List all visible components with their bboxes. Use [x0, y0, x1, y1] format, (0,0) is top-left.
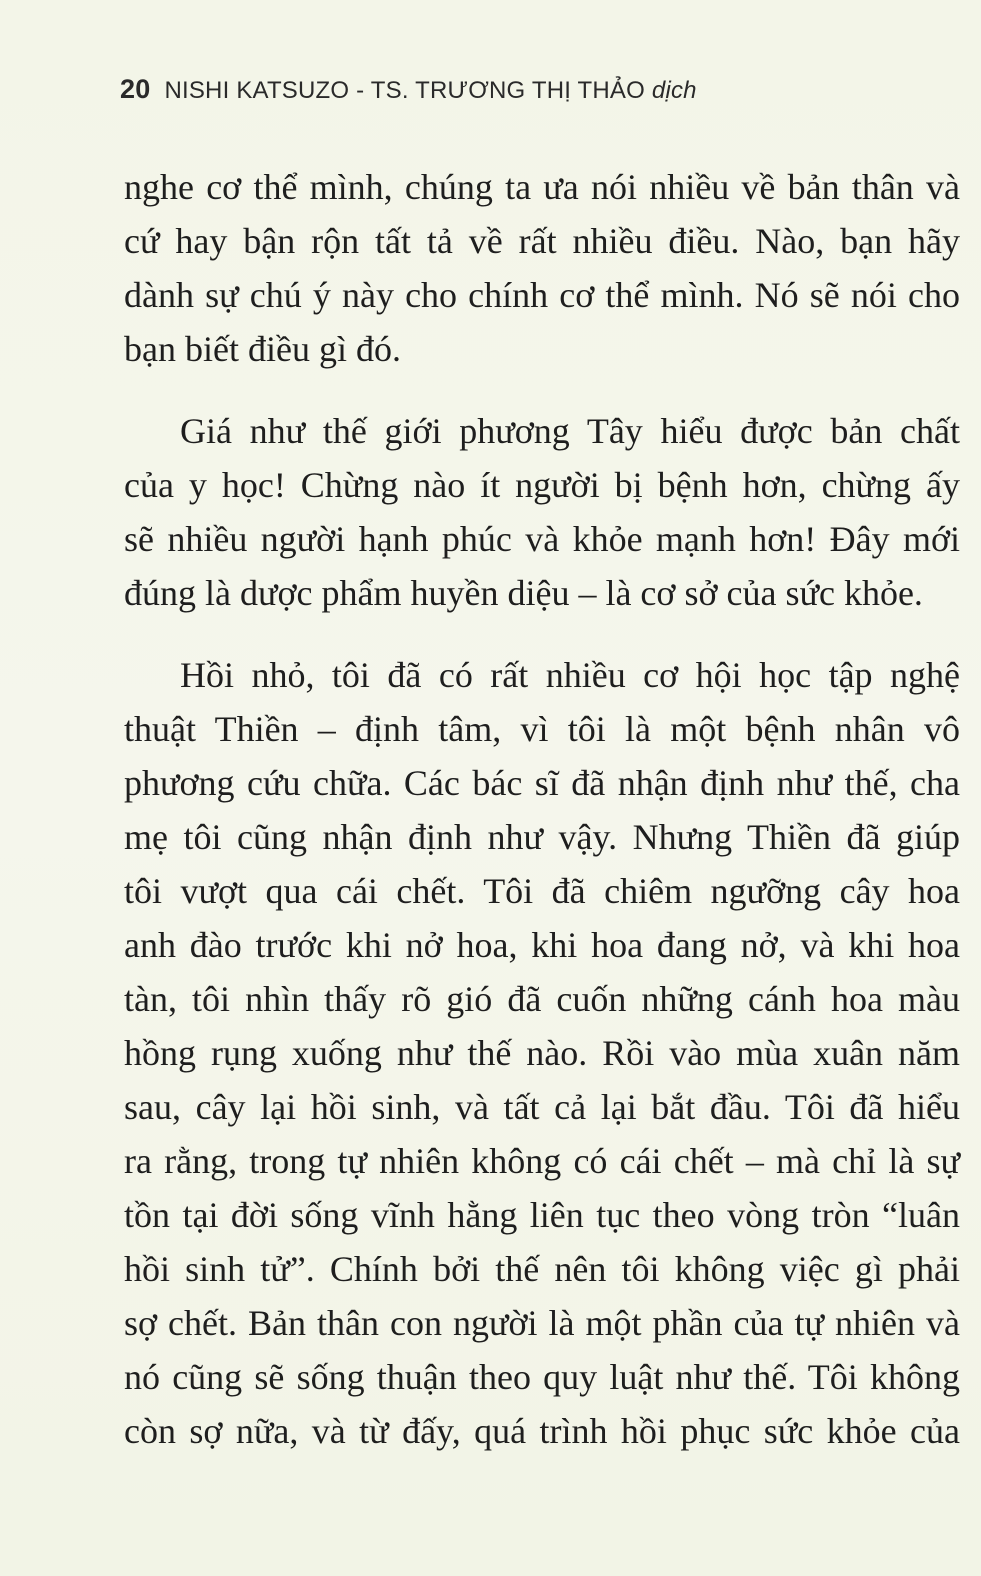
- text-line: tàn, tôi nhìn thấy rõ gió đã cuốn những cánh hoa màu: [124, 979, 960, 1019]
- header-translator-role: dịch: [651, 77, 697, 104]
- body-text: [124, 160, 960, 1458]
- text-line: anh đào trước khi nở hoa, khi hoa đang nở, và khi hoa: [124, 925, 960, 965]
- text-line: của y học! Chừng nào ít người bị bệnh hơn, chừng ấy: [124, 465, 960, 505]
- paragraph-2: [124, 404, 960, 620]
- text-line: còn sợ nữa, và từ đấy, quá trình hồi phục sức khỏe của: [124, 1411, 960, 1451]
- text-line: hồng rụng xuống như thế nào. Rồi vào mùa xuân năm: [124, 1033, 960, 1073]
- text-line: sợ chết. Bản thân con người là một phần của tự nhiên và: [124, 1303, 960, 1343]
- text-line: dành sự chú ý này cho chính cơ thể mình. Nó sẽ nói cho: [124, 275, 960, 315]
- text-line: Giá như thế giới phương Tây hiểu được bản chất: [180, 411, 960, 451]
- text-line: tôi vượt qua cái chết. Tôi đã chiêm ngưỡng cây hoa: [124, 871, 960, 911]
- text-line: Hồi nhỏ, tôi đã có rất nhiều cơ hội học tập nghệ: [180, 655, 960, 695]
- paragraph-3: [124, 648, 960, 1458]
- text-line: nghe cơ thể mình, chúng ta ưa nói nhiều về bản thân và: [124, 167, 960, 207]
- text-line: nó cũng sẽ sống thuận theo quy luật như thế. Tôi không: [124, 1357, 960, 1397]
- text-line: sau, cây lại hồi sinh, và tất cả lại bắt đầu. Tôi đã hiểu: [124, 1087, 960, 1127]
- text-line: phương cứu chữa. Các bác sĩ đã nhận định như thế, cha: [124, 763, 960, 803]
- text-line: mẹ tôi cũng nhận định như vậy. Nhưng Thiền đã giúp: [124, 817, 960, 857]
- text-line: sẽ nhiều người hạnh phúc và khỏe mạnh hơn! Đây mới: [124, 519, 960, 559]
- text-line: hồi sinh tử”. Chính bởi thế nên tôi không việc gì phải: [124, 1249, 960, 1289]
- paragraph-1: [124, 160, 960, 376]
- text-line: ra rằng, trong tự nhiên không có cái chết – mà chỉ là sự: [124, 1141, 960, 1181]
- header-author-translator: NISHI KATSUZO - TS. TRƯƠNG THỊ THẢO: [164, 77, 646, 104]
- text-line: tồn tại đời sống vĩnh hằng liên tục theo vòng tròn “luân: [124, 1195, 960, 1235]
- text-line: đúng là dược phẩm huyền diệu – là cơ sở của sức khỏe.: [124, 573, 923, 613]
- page-number: 20: [120, 74, 151, 104]
- text-line: cứ hay bận rộn tất tả về rất nhiều điều. Nào, bạn hãy: [124, 221, 960, 261]
- running-header: [120, 74, 697, 105]
- text-line: thuật Thiền – định tâm, vì tôi là một bệnh nhân vô: [124, 709, 960, 749]
- text-line: bạn biết điều gì đó.: [124, 329, 401, 369]
